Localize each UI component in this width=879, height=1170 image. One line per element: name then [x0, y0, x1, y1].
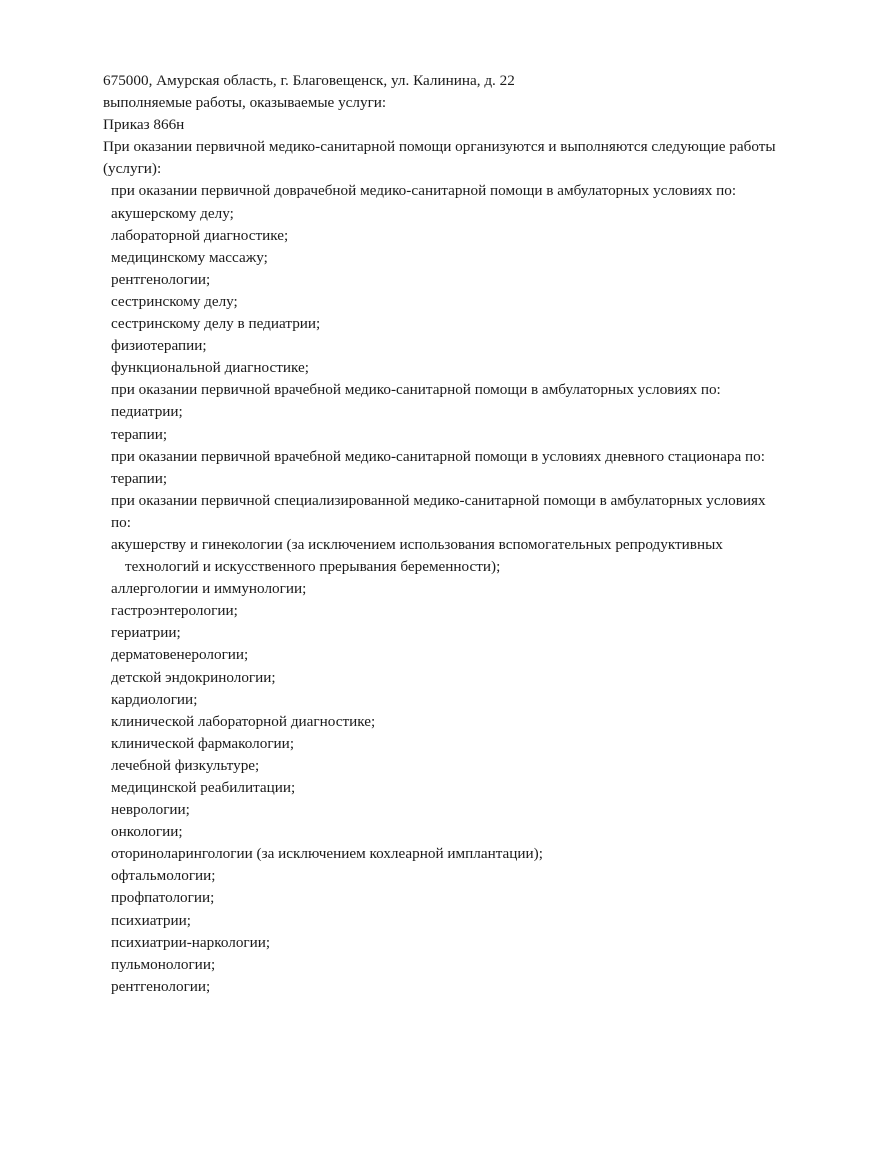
- block-heading: при оказании первичной специализированной медико-санитарной помощи в амбулаторных условиях по:: [111, 491, 770, 531]
- service-item: клинической лабораторной диагностике;: [111, 712, 376, 730]
- section-label: выполняемые работы, оказываемые услуги:: [103, 94, 387, 112]
- block-heading: при оказании первичной врачебной медико-санитарной помощи в условиях дневного стационара по:: [111, 447, 765, 465]
- service-item: профпатологии;: [111, 889, 215, 907]
- service-item: клинической фармакологии;: [111, 734, 295, 752]
- intro-paragraph: При оказании первичной медико-санитарной помощи организуются и выполняются следующие работы (услуги):: [103, 138, 780, 178]
- service-item: сестринскому делу в педиатрии;: [111, 315, 321, 333]
- service-item: неврологии;: [111, 801, 190, 819]
- service-item: кардиологии;: [111, 690, 198, 708]
- service-item: терапии;: [111, 425, 168, 443]
- service-item: сестринскому делу;: [111, 292, 238, 310]
- service-item: дерматовенерологии;: [111, 646, 249, 664]
- service-item: лечебной физкультуре;: [111, 756, 260, 774]
- service-item: акушерству и гинекологии (за исключением использования вспомогательных репродуктивных технологий и искусственного прерывания беременности);: [111, 535, 727, 576]
- service-item: гериатрии;: [111, 624, 181, 642]
- service-item: лабораторной диагностике;: [111, 226, 289, 244]
- service-item: гастроэнтерологии;: [111, 602, 238, 620]
- document-body: [103, 70, 784, 998]
- service-item: рентгенологии;: [111, 270, 211, 288]
- service-item: акушерскому делу;: [111, 204, 234, 222]
- service-item: онкологии;: [111, 823, 183, 841]
- block-heading: при оказании первичной доврачебной медико-санитарной помощи в амбулаторных условиях по:: [111, 182, 737, 200]
- service-item: рентгенологии;: [111, 977, 211, 995]
- address-line: 675000, Амурская область, г. Благовещенск, ул. Калинина, д. 22: [103, 72, 515, 89]
- service-item: педиатрии;: [111, 403, 183, 421]
- service-item: детской эндокринологии;: [111, 668, 276, 686]
- service-item: функциональной диагностике;: [111, 359, 309, 377]
- service-item: медицинской реабилитации;: [111, 779, 296, 796]
- service-item: терапии;: [111, 469, 168, 487]
- service-item: психиатрии;: [111, 911, 191, 929]
- block-heading: при оказании первичной врачебной медико-санитарной помощи в амбулаторных условиях по:: [111, 381, 721, 399]
- order-label: Приказ 866н: [103, 116, 185, 134]
- service-item: медицинскому массажу;: [111, 248, 268, 266]
- service-item: физиотерапии;: [111, 337, 207, 355]
- service-item: оториноларингологии (за исключением кохлеарной имплантации);: [111, 845, 543, 863]
- service-item: офтальмологии;: [111, 867, 216, 885]
- service-item: аллергологии и иммунологии;: [111, 580, 307, 598]
- service-item: пульмонологии;: [111, 955, 216, 973]
- service-item: психиатрии-наркологии;: [111, 933, 271, 951]
